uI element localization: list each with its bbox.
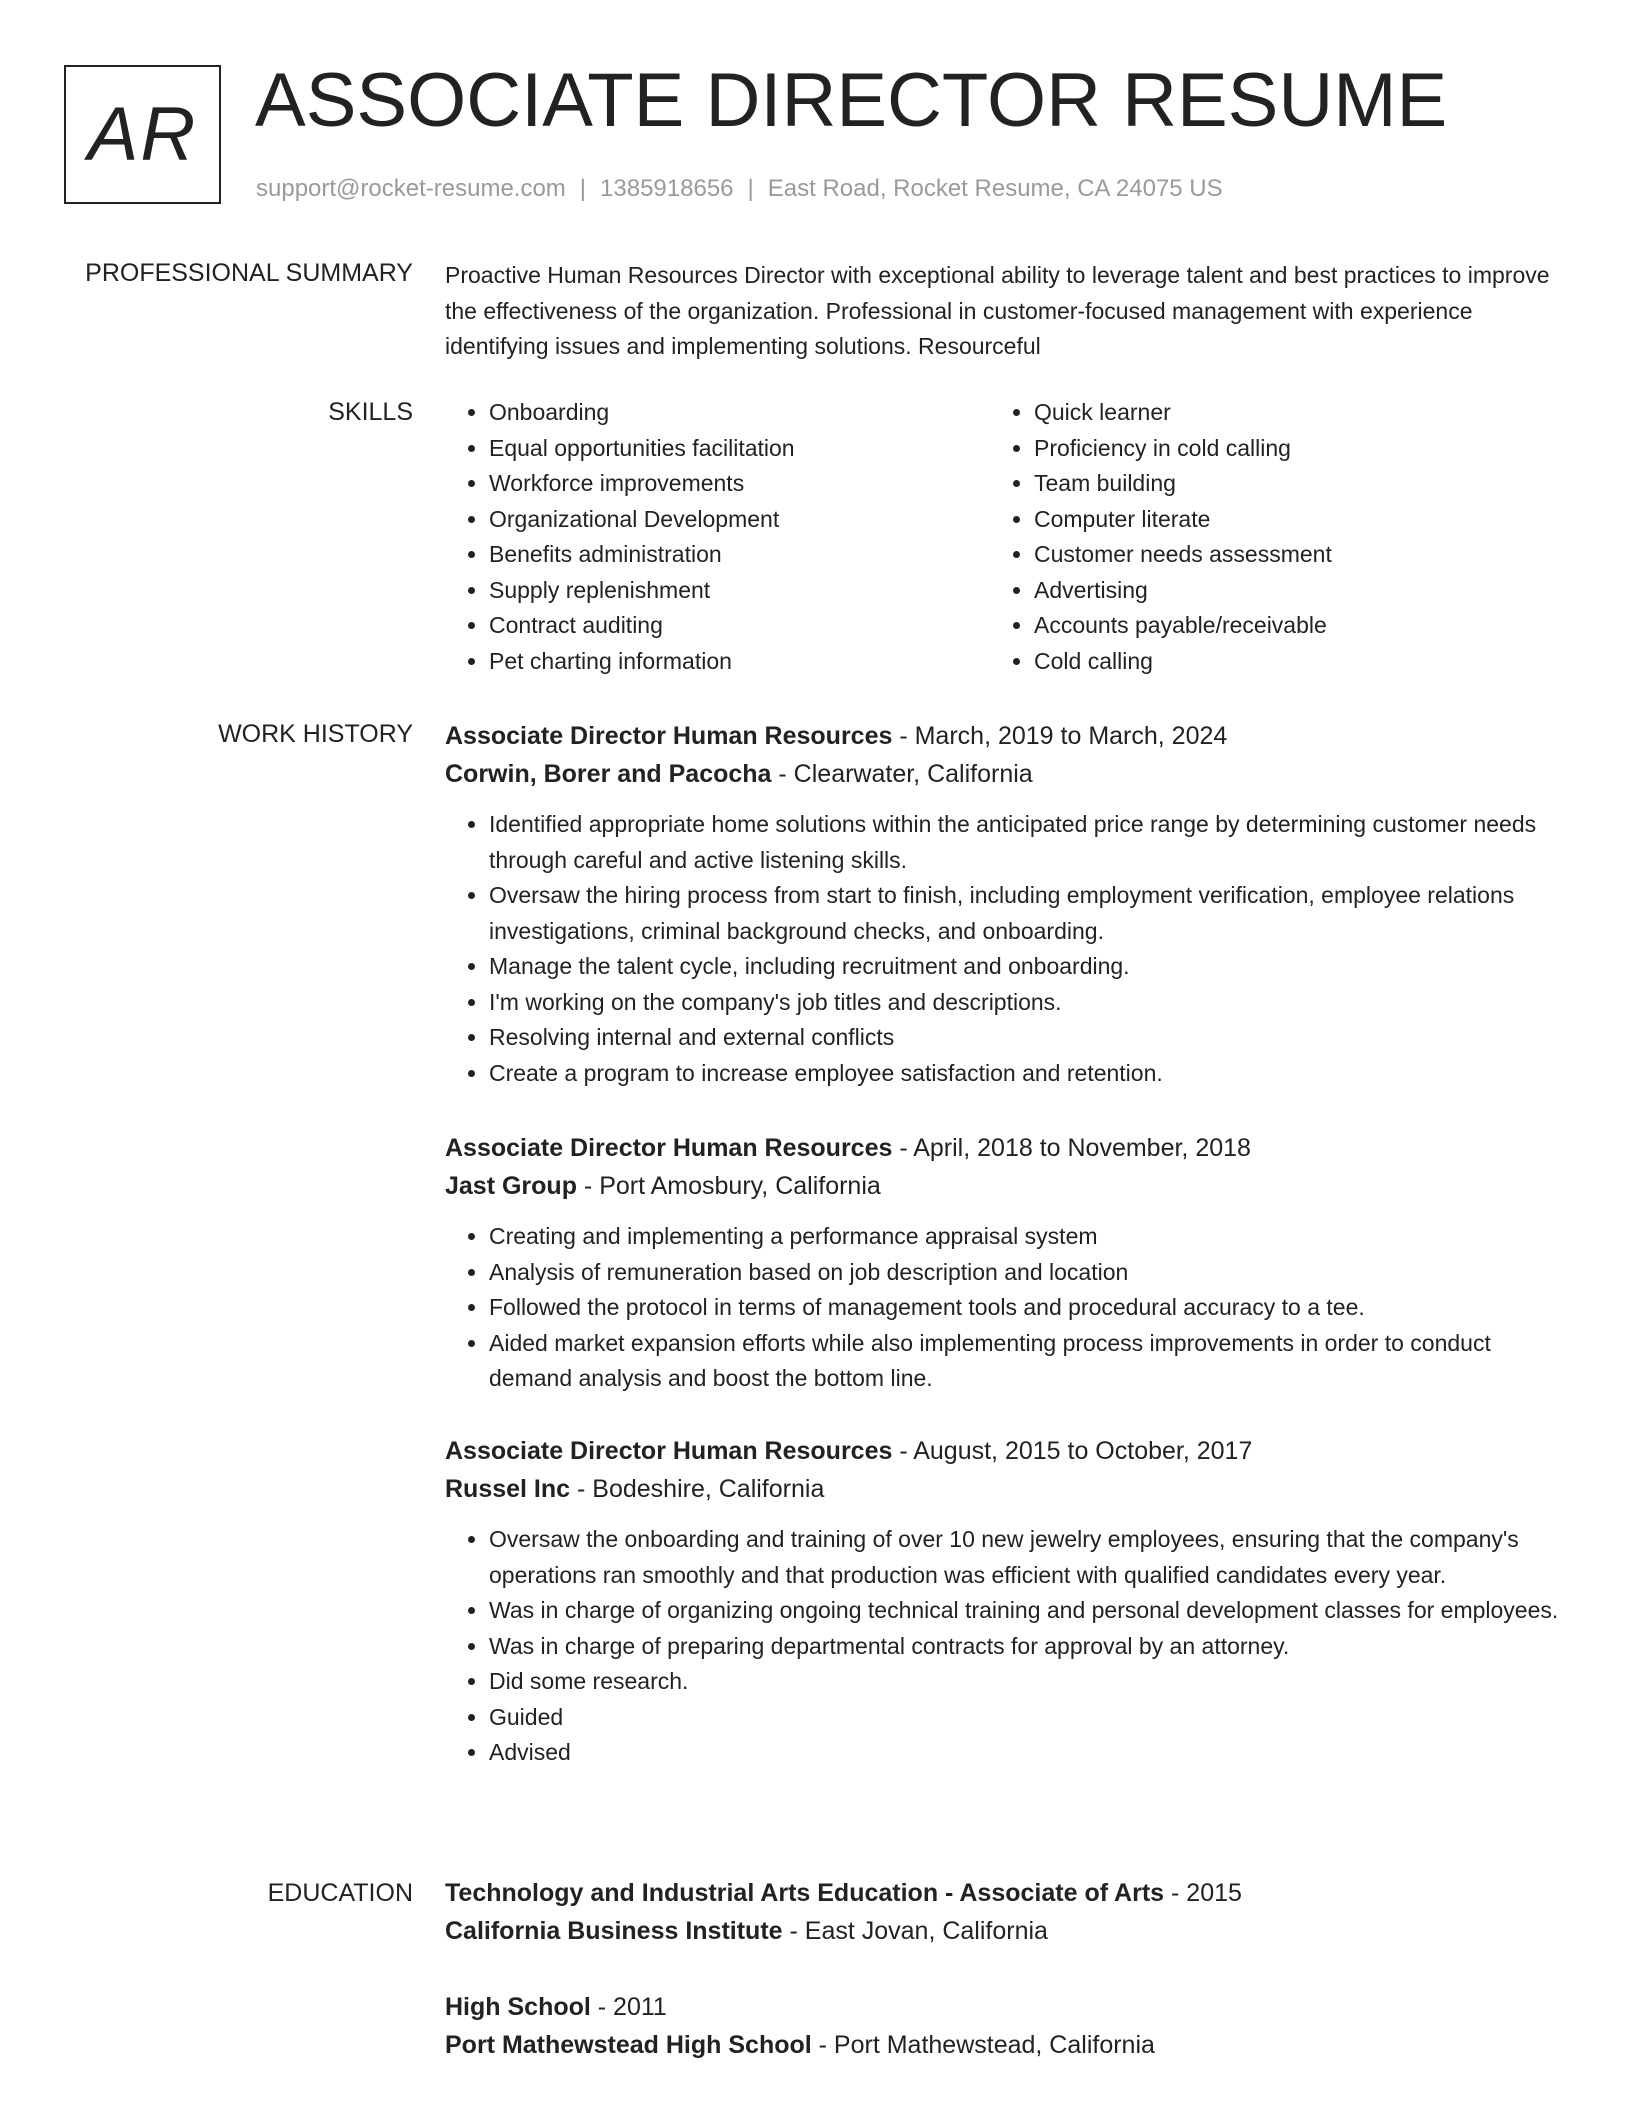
education-degree: High School	[445, 1993, 591, 2021]
skill-item: • Contract auditing	[489, 608, 990, 644]
job-location: - Port Amosbury, California	[576, 1172, 881, 1200]
job-dates: - March, 2019 to March, 2024	[892, 722, 1228, 750]
job-duty: • Was in charge of preparing departmental contracts for approval by an attorney.	[489, 1629, 1560, 1665]
job-title: Associate Director Human Resources	[445, 1437, 893, 1465]
job-duty: • Analysis of remuneration based on job description and location	[489, 1255, 1560, 1291]
education-year: - 2015	[1164, 1879, 1242, 1907]
skill-item: • Team building	[1034, 466, 1535, 502]
work-history-heading: WORK HISTORY	[218, 720, 413, 748]
job-dates: - August, 2015 to October, 2017	[892, 1437, 1253, 1465]
contact-separator: |	[579, 175, 587, 202]
contact-email[interactable]: support@rocket-resume.com	[256, 175, 566, 202]
job-duty: • Guided	[489, 1700, 1560, 1736]
education-school-line	[445, 1912, 1560, 1950]
skill-item: • Onboarding	[489, 395, 990, 431]
job-title: Associate Director Human Resources	[445, 722, 893, 750]
job-heading	[445, 1129, 1560, 1167]
education-degree: Technology and Industrial Arts Education - Associate of Arts	[445, 1879, 1165, 1907]
job-duty: • Aided market expansion efforts while also implementing process improvements in order to conduct demand analysis and boost the bottom line.	[489, 1326, 1560, 1397]
education-school: Port Mathewstead High School	[445, 2031, 812, 2059]
job-duty: • Oversaw the hiring process from start to finish, including employment verification, employee relations investigations, criminal background checks, and onboarding.	[489, 878, 1560, 949]
job-duties-list	[445, 807, 1560, 1091]
summary-heading: PROFESSIONAL SUMMARY	[85, 259, 413, 287]
job-duties-list	[445, 1219, 1560, 1397]
skill-item: • Quick learner	[1034, 395, 1535, 431]
job-heading	[445, 1432, 1560, 1470]
job-entry	[445, 717, 1560, 1091]
job-company: Corwin, Borer and Pacocha	[445, 760, 772, 788]
skills-list-left	[445, 395, 990, 679]
contact-address: East Road, Rocket Resume, CA 24075 US	[767, 175, 1223, 202]
education-heading: EDUCATION	[267, 1879, 413, 1907]
skills-list-right	[990, 395, 1535, 679]
skill-item: • Workforce improvements	[489, 466, 990, 502]
job-location: - Bodeshire, California	[570, 1475, 825, 1503]
job-duty: • Creating and implementing a performance appraisal system	[489, 1219, 1560, 1255]
skill-item: • Cold calling	[1034, 644, 1535, 680]
education-degree-line	[445, 1988, 1560, 2026]
job-duty: • Identified appropriate home solutions within the anticipated price range by determining customer needs through careful and active listening skills.	[489, 807, 1560, 878]
education-school: California Business Institute	[445, 1917, 783, 1945]
skill-item: • Customer needs assessment	[1034, 537, 1535, 573]
skill-item: • Equal opportunities facilitation	[489, 431, 990, 467]
job-duty: • Manage the talent cycle, including recruitment and onboarding.	[489, 949, 1560, 985]
skill-item: • Advertising	[1034, 573, 1535, 609]
contact-separator: |	[747, 175, 754, 202]
job-duty: • Advised	[489, 1735, 1560, 1771]
contact-phone[interactable]: 1385918656	[600, 175, 734, 202]
job-entry	[445, 1129, 1560, 1397]
job-company: Jast Group	[445, 1172, 577, 1200]
job-entry	[445, 1432, 1560, 1771]
job-location: - Clearwater, California	[771, 760, 1033, 788]
education-entry	[445, 1874, 1560, 1950]
skill-item: • Organizational Development	[489, 502, 990, 538]
skill-item: • Pet charting information	[489, 644, 990, 680]
summary-text: Proactive Human Resources Director with exceptional ability to leverage talent and best practices to improve the effectiveness of the organization. Professional in customer-focused management with experience identifying issues and implementing solutions. Resourceful	[445, 262, 1550, 359]
job-duty: • I'm working on the company's job titles and descriptions.	[489, 985, 1560, 1021]
job-dates: - April, 2018 to November, 2018	[892, 1134, 1251, 1162]
skill-item: • Supply replenishment	[489, 573, 990, 609]
education-entry	[445, 1988, 1560, 2064]
monogram-logo: AR	[64, 65, 221, 204]
skill-item: • Accounts payable/receivable	[1034, 608, 1535, 644]
job-title: Associate Director Human Resources	[445, 1134, 893, 1162]
contact-line	[256, 174, 1223, 204]
job-duty: • Oversaw the onboarding and training of over 10 new jewelry employees, ensuring that the company's operations ran smoothly and that production was efficient with qualified candidates every year.	[489, 1522, 1560, 1593]
education-school-line	[445, 2026, 1560, 2064]
job-duty: • Resolving internal and external conflicts	[489, 1020, 1560, 1056]
job-duties-list	[445, 1522, 1560, 1771]
skill-item: • Benefits administration	[489, 537, 990, 573]
education-year: - 2011	[590, 1993, 667, 2021]
skill-item: • Computer literate	[1034, 502, 1535, 538]
job-employer	[445, 1167, 1560, 1205]
education-location: - East Jovan, California	[782, 1917, 1048, 1945]
job-heading	[445, 717, 1560, 755]
resume-title: ASSOCIATE DIRECTOR RESUME	[255, 58, 1448, 143]
skills-heading: SKILLS	[328, 398, 413, 426]
job-company: Russel Inc	[445, 1475, 571, 1503]
job-duty: • Was in charge of organizing ongoing technical training and personal development classes for employees.	[489, 1593, 1560, 1629]
job-duty: • Followed the protocol in terms of management tools and procedural accuracy to a tee.	[489, 1290, 1560, 1326]
job-duty: • Did some research.	[489, 1664, 1560, 1700]
skill-item: • Proficiency in cold calling	[1034, 431, 1535, 467]
education-degree-line	[445, 1874, 1560, 1912]
education-location: - Port Mathewstead, California	[811, 2031, 1155, 2059]
job-employer	[445, 1470, 1560, 1508]
job-employer	[445, 755, 1560, 793]
job-duty: • Create a program to increase employee satisfaction and retention.	[489, 1056, 1560, 1092]
